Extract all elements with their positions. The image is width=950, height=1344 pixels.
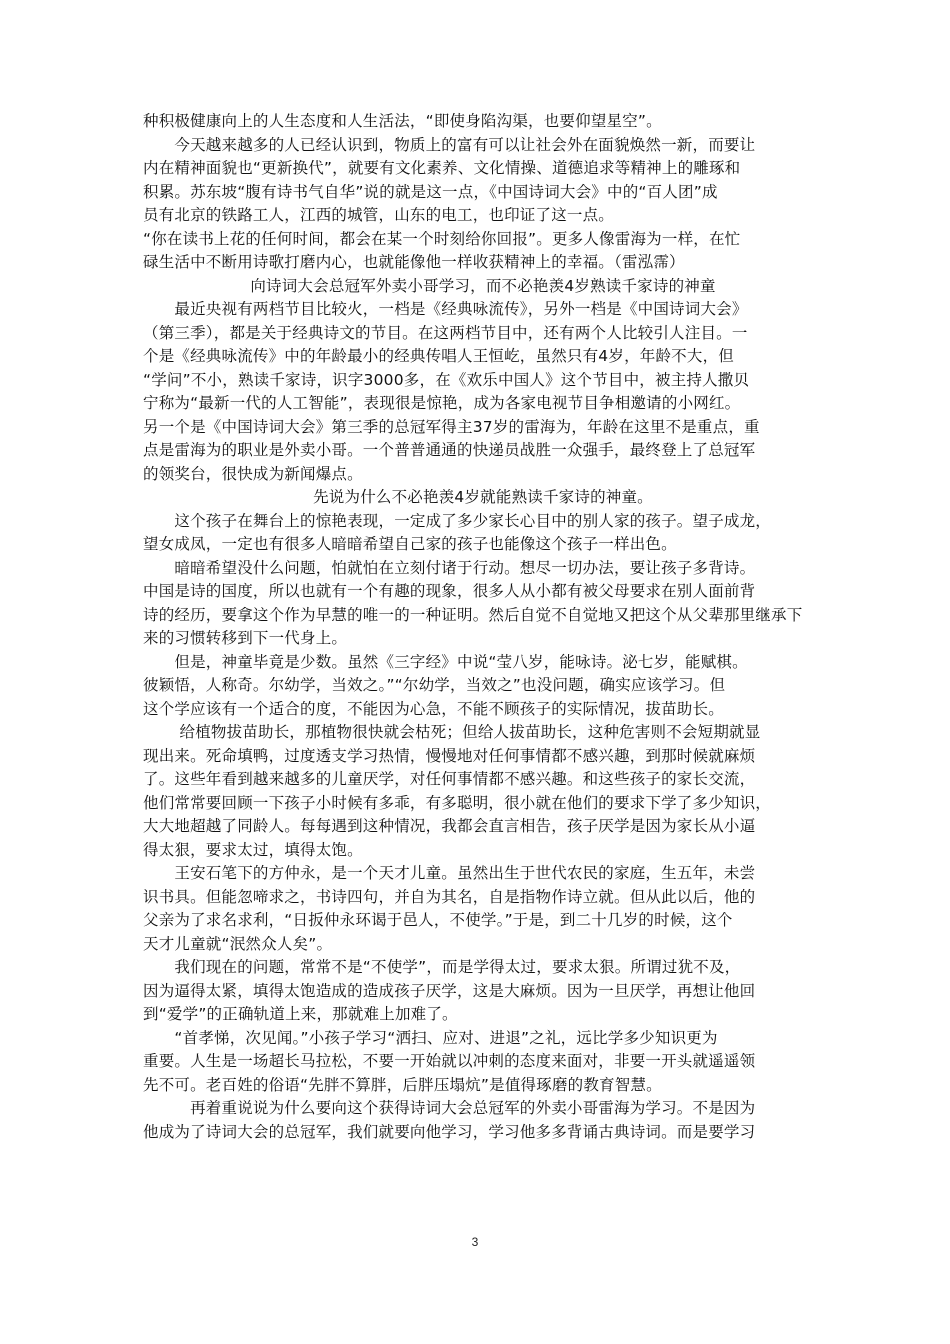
text-line: 但是，神童毕竟是少数。虽然《三字经》中说“莹八岁，能咏诗。泌七岁，能赋棋。 (143, 652, 748, 671)
text-line: 另一个是《中国诗词大会》第三季的总冠军得主37岁的雷海为，年龄在这里不是重点，重 (143, 417, 760, 436)
text-line: 他们常常要回顾一下孩子小时候有多乖，有多聪明，很小就在他们的要求下学了多少知识， (143, 793, 772, 812)
text-line: 天才儿童就“泯然众人矣”。 (143, 934, 333, 953)
text-line: 识书具。但能忽啼求之，书诗四句，并自为其名，自是指物作诗立就。但从此以后，他的 (143, 887, 756, 906)
text-line: 再着重说说为什么要向这个获得诗词大会总冠军的外卖小哥雷海为学习。不是因为 (143, 1099, 756, 1117)
page-number: 3 (471, 1235, 479, 1249)
text-line: 重要。人生是一场超长马拉松，不要一开始就以冲刺的态度来面对，非要一开头就遥遥领 (143, 1052, 756, 1070)
subsection-heading: 先说为什么不必艳羡4岁就能熟读千家诗的神童。 (313, 488, 653, 506)
text-line: 先不可。老百姓的俗语“先胖不算胖，后胖压塌炕”是值得琢磨的教育智慧。 (143, 1075, 662, 1094)
text-line: 给植物拔苗助长，那植物很快就会枯死；但给人拔苗助长，这种危害则不会短期就显 (143, 723, 761, 741)
text-line: 员有北京的铁路工人，江西的城管，山东的电工，也印证了这一点。 (143, 206, 615, 224)
text-line: 诗的经历，要拿这个作为早慧的唯一的一种证明。然后自觉不自觉地又把这个从父辈那里继承下 (143, 605, 803, 624)
text-line: 宁称为“最新一代的人工智能”，表现很是惊艳，成为各家电视节目争相邀请的小网红。 (143, 394, 741, 412)
text-line: 到“爱学”的正确轨道上来，那就难上加难了。 (143, 1005, 458, 1023)
text-line: “学问”不小，熟读千家诗，识字3000多，在《欢乐中国人》这个节目中，被主持人撒贝 (143, 370, 750, 389)
text-line: 碌生活中不断用诗歌打磨内心，也就能像他一样收获精神上的幸福。（雷泓霈） (143, 253, 685, 271)
text-line: 个是《经典咏流传》中的年龄最小的经典传唱人王恒屹，虽然只有4岁，年龄不大，但 (143, 347, 734, 365)
text-line: “首孝悌，次见闻。”小孩子学习“洒扫、应对、进退”之礼，远比学多少知识更为 (143, 1028, 718, 1047)
text-line: 得太狠，要求太过，填得太饱。 (143, 840, 363, 859)
text-line: 现出来。死命填鸭，过度透支学习热情，慢慢地对任何事情都不感兴趣，到那时候就麻烦 (143, 746, 756, 765)
text-line: “你在读书上花的任何时间，都会在某一个时刻给你回报”。更多人像雷海为一样，在忙 (143, 229, 741, 248)
text-line: 内在精神面貌也“更新换代”，就要有文化素养、文化情操、道德追求等精神上的雕琢和 (143, 159, 741, 177)
text-line: 这个学应该有一个适合的度，不能因为心急，不能不顾孩子的实际情况，拔苗助长。 (143, 699, 724, 718)
text-line: 彼颖悟，人称奇。尔幼学，当效之。”“尔幼学，当效之”也没问题，确实应该学习。但 (143, 676, 726, 694)
text-line: 因为逼得太紧，填得太饱造成的造成孩子厌学，这是大麻烦。因为一旦厌学，再想让他回 (143, 981, 756, 1000)
text-line: 他成为了诗词大会的总冠军，我们就要向他学习，学习他多多背诵古典诗词。而是要学习 (143, 1122, 756, 1141)
text-line: 我们现在的问题，常常不是“不使学”，而是学得太过，要求太狠。所谓过犹不及， (143, 958, 741, 976)
text-line: 积累。苏东坡“腹有诗书气自华”说的就是这一点，《中国诗词大会》中的“百人团”成 (143, 182, 718, 201)
text-line: 的领奖台，很快成为新闻爆点。 (143, 464, 363, 483)
text-line: 这个孩子在舞台上的惊艳表现，一定成了多少家长心目中的别人家的孩子。望子成龙， (143, 511, 772, 530)
text-line: 暗暗希望没什么问题，怕就怕在立刻付诸于行动。想尽一切办法，要让孩子多背诗。 (143, 558, 756, 577)
section-heading: 向诗词大会总冠军外卖小哥学习，而不必艳羡4岁熟读千家诗的神童 (250, 276, 716, 295)
text-line: 王安石笔下的方仲永，是一个天才儿童。虽然出生于世代农民的家庭，生五年，未尝 (143, 864, 756, 882)
text-line: 来的习惯转移到下一代身上。 (143, 629, 348, 647)
body-text (143, 110, 823, 1144)
text-line: 种积极健康向上的人生态度和人生活法，“即使身陷沟渠，也要仰望星空”。 (143, 112, 662, 130)
text-line: （第三季），都是关于经典诗文的节目。在这两档节目中，还有两个人比较引人注目。一 (143, 323, 748, 342)
text-line: 望女成凤，一定也有很多人暗暗希望自己家的孩子也能像这个孩子一样出色。 (143, 535, 677, 553)
text-line: 父亲为了求名求利，“日扳仲永环谒于邑人，不使学。”于是，到二十几岁的时候，这个 (143, 911, 733, 929)
text-line: 今天越来越多的人已经认识到，物质上的富有可以让社会外在面貌焕然一新，而要让 (143, 135, 756, 154)
text-line: 大大地超越了同龄人。每每遇到这种情况，我都会直言相告，孩子厌学是因为家长从小逼 (143, 817, 756, 835)
text-line: 了。这些年看到越来越多的儿童厌学，对任何事情都不感兴趣。和这些孩子的家长交流， (143, 770, 756, 788)
text-line: 最近央视有两档节目比较火，一档是《经典咏流传》，另外一档是《中国诗词大会》 (143, 300, 748, 318)
text-line: 中国是诗的国度，所以也就有一个有趣的现象，很多人从小都有被父母要求在别人面前背 (143, 582, 756, 600)
text-line: 点是雷海为的职业是外卖小哥。一个普普通通的快递员战胜一众强手，最终登上了总冠军 (143, 441, 756, 459)
